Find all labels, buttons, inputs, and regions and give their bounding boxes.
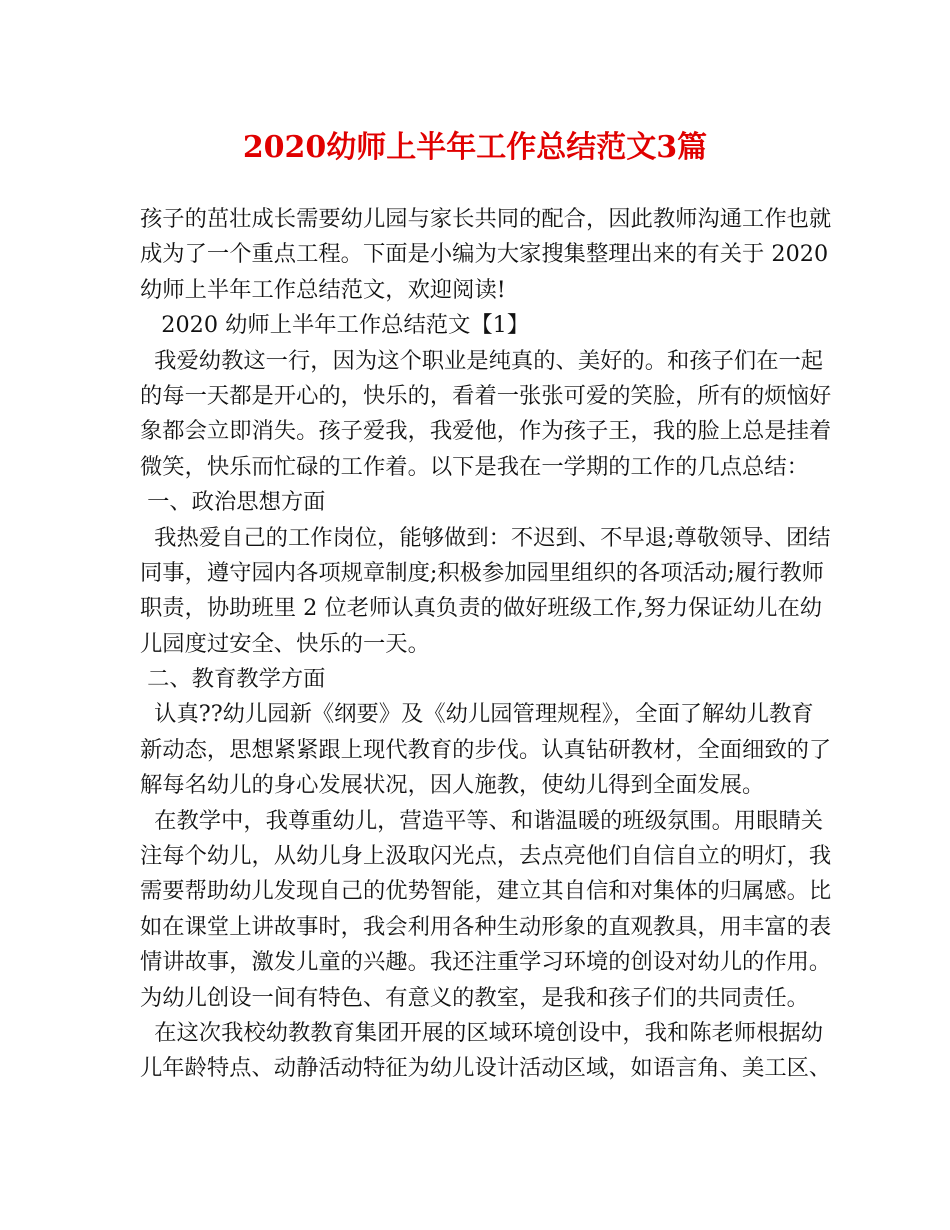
text-line: 职责，协助班里 2 位老师认真负责的做好班级工作,努力保证幼儿在幼 bbox=[140, 595, 823, 622]
text-line: 儿年龄特点、动静活动特征为幼儿设计活动区域，如语言角、美工区、 bbox=[140, 1055, 832, 1082]
text-line: 的每一天都是开心的，快乐的，看着一张张可爱的笑脸，所有的烦恼好 bbox=[140, 382, 832, 409]
text-line: 解每名幼儿的身心发展状况，因人施教，使幼儿得到全面发展。 bbox=[140, 772, 765, 799]
document-body bbox=[140, 202, 832, 1087]
text-line: 注每个幼儿，从幼儿身上汲取闪光点，去点亮他们自信自立的明灯，我 bbox=[140, 843, 832, 870]
text-line: 新动态，思想紧紧跟上现代教育的步伐。认真钻研教材，全面细致的了 bbox=[140, 736, 832, 763]
text-line: 我爱幼教这一行，因为这个职业是纯真的、美好的。和孩子们在一起 bbox=[140, 347, 824, 374]
text-line: 认真??幼儿园新《纲要》及《幼儿园管理规程》，全面了解幼儿教育 bbox=[140, 701, 814, 728]
text-line: 情讲故事，激发儿童的兴趣。我还注重学习环境的创设对幼儿的作用。 bbox=[140, 949, 832, 976]
text-line: 同事，遵守园内各项规章制度;积极参加园里组织的各项活动;履行教师 bbox=[140, 559, 824, 586]
text-line: 成为了一个重点工程。下面是小编为大家搜集整理出来的有关于 2020 bbox=[140, 241, 829, 268]
text-line: 如在课堂上讲故事时，我会利用各种生动形象的直观教具，用丰富的表 bbox=[140, 913, 832, 940]
text-line: 需要帮助幼儿发现自己的优势智能，建立其自信和对集体的归属感。比 bbox=[140, 878, 832, 905]
text-line: 2020 幼师上半年工作总结范文【1】 bbox=[140, 312, 530, 339]
text-line: 我热爱自己的工作岗位，能够做到：不迟到、不早退;尊敬领导、团结 bbox=[140, 524, 831, 551]
document-title: 2020幼师上半年工作总结范文3篇 bbox=[242, 130, 708, 165]
text-line: 象都会立即消失。孩子爱我，我爱他，作为孩子王，我的脸上总是挂着 bbox=[140, 418, 832, 445]
text-line: 在教学中，我尊重幼儿，营造平等、和谐温暖的班级氛围。用眼睛关 bbox=[140, 807, 824, 834]
text-line: 幼师上半年工作总结范文，欢迎阅读! bbox=[140, 276, 506, 303]
text-line: 一、政治思想方面 bbox=[140, 489, 326, 516]
text-line: 在这次我校幼教教育集团开展的区域环境创设中，我和陈老师根据幼 bbox=[140, 1019, 824, 1046]
text-line: 二、教育教学方面 bbox=[140, 666, 326, 693]
text-line: 为幼儿创设一间有特色、有意义的教室，是我和孩子们的共同责任。 bbox=[140, 984, 809, 1011]
text-line: 儿园度过安全、快乐的一天。 bbox=[140, 630, 430, 657]
text-line: 微笑，快乐而忙碌的工作着。以下是我在一学期的工作的几点总结： bbox=[140, 453, 809, 480]
text-line: 孩子的茁壮成长需要幼儿园与家长共同的配合，因此教师沟通工作也就 bbox=[140, 206, 832, 232]
